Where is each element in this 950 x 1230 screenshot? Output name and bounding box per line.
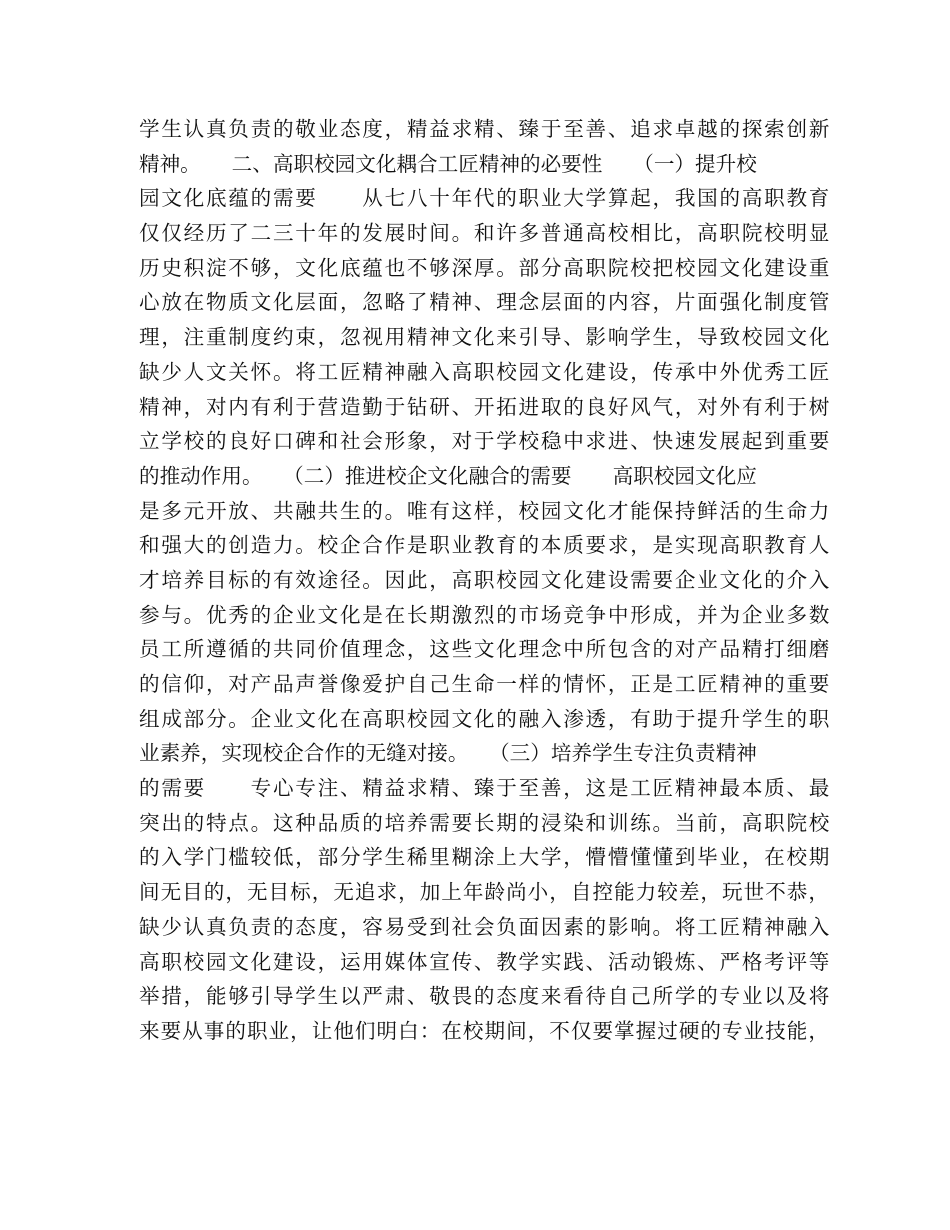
text-line: 理，注重制度约束，忽视用精神文化来引导、影响学生，导致校园文化: [139, 325, 832, 350]
text-line: 举措，能够引导学生以严肃、敬畏的态度来看待自己所学的专业以及将: [139, 984, 832, 1009]
text-line: 历史积淀不够，文化底蕴也不够深厚。部分高职院校把校园文化建设重: [139, 255, 832, 280]
text-line: 的推动作用。 （二）推进校企文化融合的需要 高职校园文化应: [139, 463, 757, 488]
text-line: 和强大的创造力。校企合作是职业教育的本质要求，是实现高职教育人: [139, 533, 832, 558]
text-line: 学生认真负责的敬业态度，精益求精、臻于至善、追求卓越的探索创新: [139, 117, 832, 141]
text-line: 员工所遵循的共同价值理念，这些文化理念中所包含的对产品精打细磨: [139, 637, 832, 662]
text-line: 的入学门槛较低，部分学生稀里糊涂上大学，懵懵懂懂到毕业，在校期: [139, 845, 832, 870]
text-line: 来要从事的职业，让他们明白：在校期间，不仅要掌握过硬的专业技能，: [139, 1018, 830, 1043]
text-line: 仅仅经历了二三十年的发展时间。和许多普通高校相比，高职院校明显: [139, 221, 832, 246]
text-line: 缺少人文关怀。将工匠精神融入高职校园文化建设，传承中外优秀工匠: [139, 359, 832, 384]
text-line: 的需要 专心专注、精益求精、臻于至善，这是工匠精神最本质、最: [139, 776, 832, 801]
text-line: 园文化底蕴的需要 从七八十年代的职业大学算起，我国的高职教育: [139, 186, 832, 211]
text-line: 是多元开放、共融共生的。唯有这样，校园文化才能保持鲜活的生命力: [139, 498, 832, 523]
text-line: 缺少认真负责的态度，容易受到社会负面因素的影响。将工匠精神融入: [139, 914, 832, 939]
text-line: 参与。优秀的企业文化是在长期激烈的市场竞争中形成，并为企业多数: [139, 602, 832, 627]
text-line: 业素养，实现校企合作的无缝对接。 （三）培养学生专注负责精神: [139, 741, 757, 766]
text-line: 组成部分。企业文化在高职校园文化的融入渗透，有助于提升学生的职: [139, 706, 832, 731]
text-line: 心放在物质文化层面，忽略了精神、理念层面的内容，片面强化制度管: [139, 290, 832, 315]
text-line: 才培养目标的有效途径。因此，高职校园文化建设需要企业文化的介入: [139, 567, 832, 592]
text-line: 的信仰，对产品声誉像爱护自己生命一样的情怀，正是工匠精神的重要: [139, 672, 832, 696]
text-line: 精神。 二、高职校园文化耦合工匠精神的必要性 （一）提升校: [139, 151, 757, 176]
text-line: 间无目的，无目标，无追求，加上年龄尚小，自控能力较差，玩世不恭，: [139, 880, 830, 905]
text-line: 立学校的良好口碑和社会形象，对于学校稳中求进、快速发展起到重要: [139, 429, 832, 454]
body-text: [139, 112, 832, 1049]
text-line: 高职校园文化建设，运用媒体宣传、教学实践、活动锻炼、严格考评等: [139, 949, 832, 974]
text-line: 突出的特点。这种品质的培养需要长期的浸染和训练。当前，高职院校: [139, 810, 832, 835]
text-line: 精神，对内有利于营造勤于钻研、开拓进取的良好风气，对外有利于树: [139, 394, 832, 419]
